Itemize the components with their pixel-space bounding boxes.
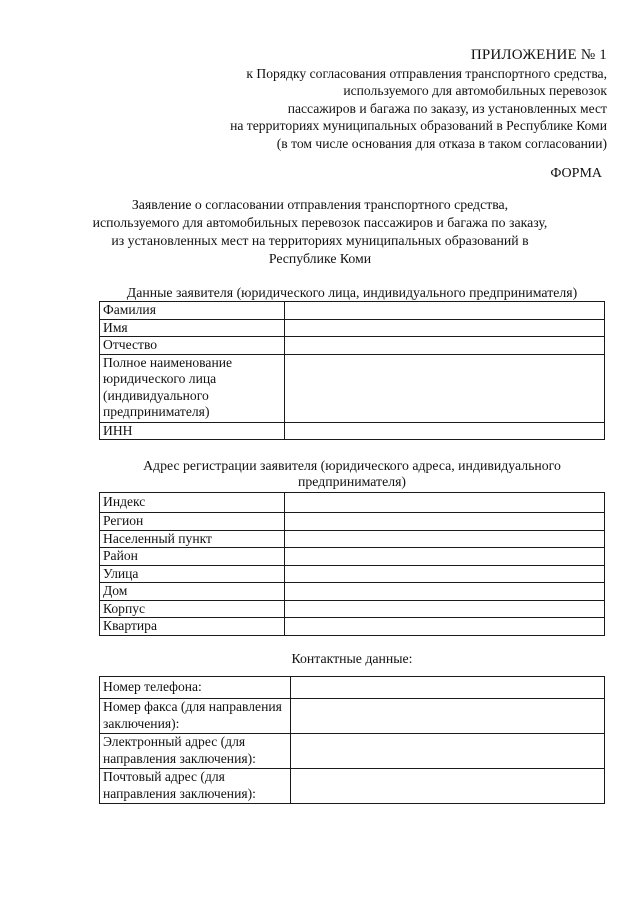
patronymic-field[interactable] <box>285 337 605 355</box>
row-label: Номер факса (для направления заключения): <box>100 699 291 734</box>
appendix-line: (в том числе основания для отказа в таком согласовании) <box>276 135 607 151</box>
appendix-title: ПРИЛОЖЕНИЕ № 1 <box>470 47 607 63</box>
table-row <box>100 530 605 548</box>
row-label: Улица <box>100 565 285 583</box>
document-title-line: Заявление о согласовании отправления транспортного средства, <box>131 197 509 212</box>
address-title-line: Адрес регистрации заявителя (юридического адреса, индивидуального <box>143 458 561 473</box>
table-row <box>100 583 605 601</box>
address-section-title <box>99 458 605 490</box>
row-label: Регион <box>100 513 285 531</box>
street-field[interactable] <box>285 565 605 583</box>
row-label: Почтовый адрес (для направления заключения): <box>100 769 291 804</box>
row-label: ИНН <box>100 422 285 440</box>
table-row <box>100 422 605 440</box>
table-row <box>100 337 605 355</box>
document-title-line: из установленных мест на территориях муниципальных образований в <box>111 233 529 248</box>
appendix-line: на территориях муниципальных образований в Республике Коми <box>230 118 607 133</box>
building-field[interactable] <box>285 600 605 618</box>
row-label: Электронный адрес (для направления заключения): <box>100 734 291 769</box>
full-name-field[interactable] <box>285 354 605 422</box>
appendix-header <box>167 47 607 152</box>
contacts-section-title: Контактные данные: <box>291 651 413 666</box>
appendix-line: к Порядку согласования отправления транспортного средства, <box>246 65 607 81</box>
row-label: Квартира <box>100 618 285 636</box>
surname-field[interactable] <box>285 302 605 320</box>
district-field[interactable] <box>285 548 605 566</box>
table-row <box>100 513 605 531</box>
email-field[interactable] <box>291 734 605 769</box>
apartment-field[interactable] <box>285 618 605 636</box>
table-row <box>100 600 605 618</box>
table-row <box>100 302 605 320</box>
table-row <box>100 493 605 513</box>
appendix-line: пассажиров и багажа по заказу, из установленных мест <box>287 100 607 116</box>
row-label: Индекс <box>100 493 285 513</box>
row-label: Корпус <box>100 600 285 618</box>
document-title-line: Республике Коми <box>268 251 372 266</box>
table-row <box>100 319 605 337</box>
applicant-table <box>99 301 605 440</box>
table-row <box>100 548 605 566</box>
row-label: Фамилия <box>100 302 285 320</box>
table-row <box>100 677 605 699</box>
row-label: Отчество <box>100 337 285 355</box>
postal-index-field[interactable] <box>285 493 605 513</box>
row-label: Номер телефона: <box>100 677 291 699</box>
table-row <box>100 618 605 636</box>
contacts-table <box>99 676 605 804</box>
applicant-section-title: Данные заявителя (юридического лица, индивидуального предпринимателя) <box>126 285 578 300</box>
table-row <box>100 354 605 422</box>
address-table <box>99 492 605 636</box>
row-label: Полное наименование юридического лица (индивидуального предпринимателя) <box>100 354 285 422</box>
row-label: Имя <box>100 319 285 337</box>
first-name-field[interactable] <box>285 319 605 337</box>
table-row <box>100 769 605 804</box>
row-label: Населенный пункт <box>100 530 285 548</box>
table-row <box>100 565 605 583</box>
table-row <box>100 734 605 769</box>
phone-field[interactable] <box>291 677 605 699</box>
inn-field[interactable] <box>285 422 605 440</box>
address-title-line: предпринимателя) <box>297 474 407 489</box>
house-field[interactable] <box>285 583 605 601</box>
locality-field[interactable] <box>285 530 605 548</box>
form-label: ФОРМА <box>550 166 602 181</box>
row-label: Дом <box>100 583 285 601</box>
postal-address-field[interactable] <box>291 769 605 804</box>
region-field[interactable] <box>285 513 605 531</box>
document-title-line: используемого для автомобильных перевозок пассажиров и багажа по заказу, <box>92 215 548 230</box>
document-title <box>80 196 560 268</box>
fax-field[interactable] <box>291 699 605 734</box>
appendix-line: используемого для автомобильных перевозок <box>343 83 607 98</box>
table-row <box>100 699 605 734</box>
row-label: Район <box>100 548 285 566</box>
